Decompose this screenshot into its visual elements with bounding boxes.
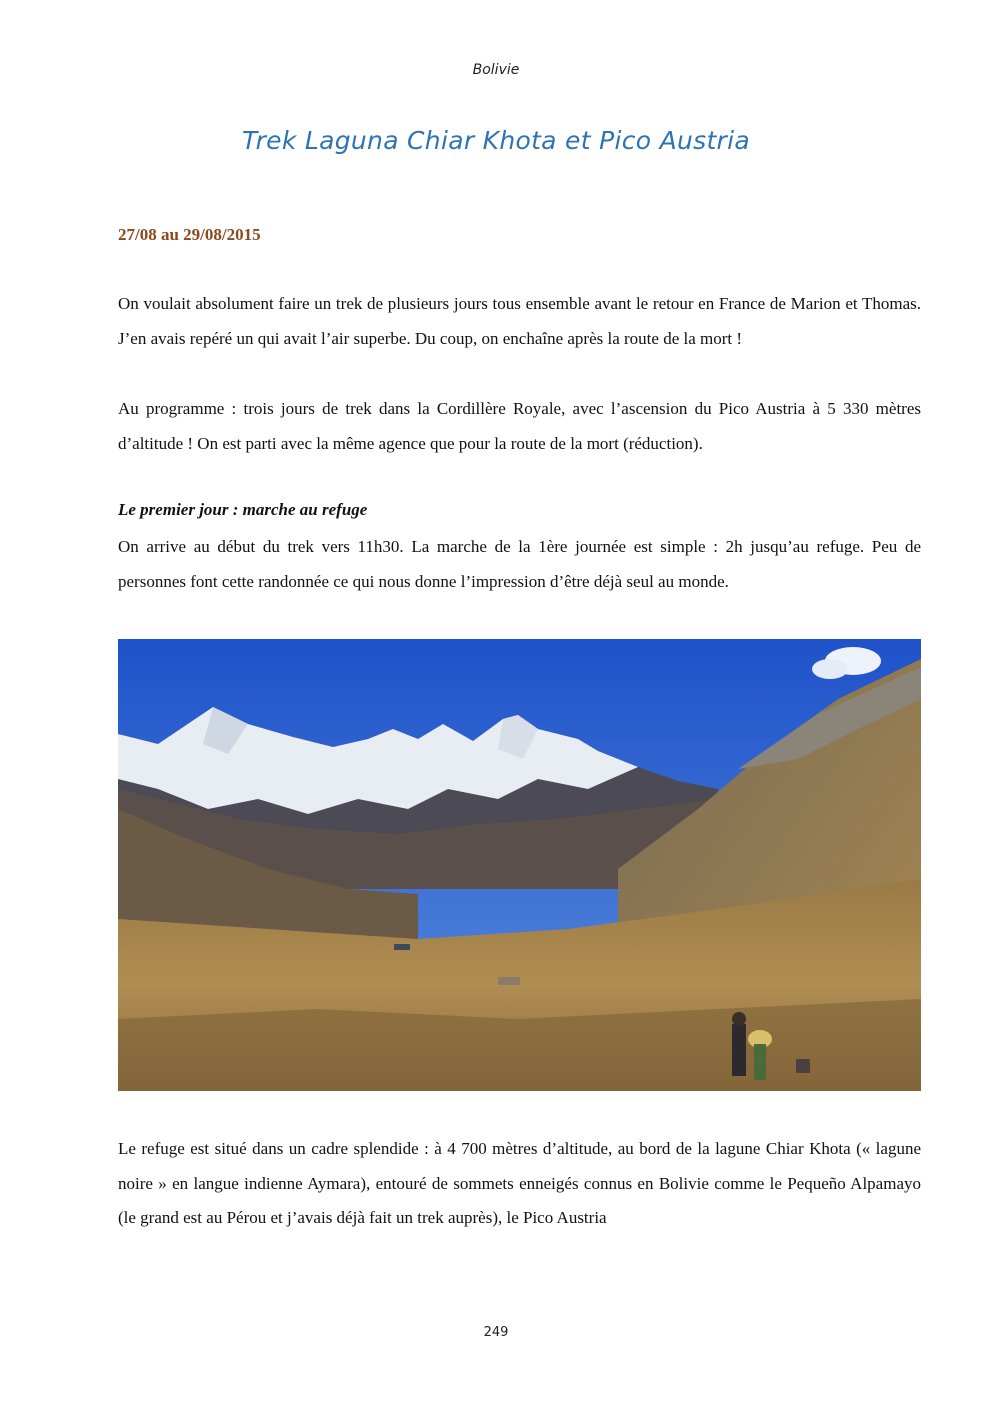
intro-paragraph-1: On voulait absolument faire un trek de plusieurs jours tous ensemble avant le retour en France de Marion et Thomas. J’en avais repéré un qui avait l’air superbe. Du coup, on enchaîne après la route de la mort ! — [118, 294, 921, 348]
page-number: 249 — [483, 1325, 509, 1340]
section-1-paragraph: On arrive au début du trek vers 11h30. La marche de la 1ère journée est simple : 2h jusqu’au refuge. Peu de personnes font cette randonnée ce qui nous donne l’impression d’être déjà seul au monde. — [118, 537, 921, 591]
article-title: Trek Laguna Chiar Khota et Pico Austria — [241, 126, 751, 155]
intro-paragraph-2: Au programme : trois jours de trek dans la Cordillère Royale, avec l’ascension du Pico Austria à 5 330 mètres d’altitude ! On est parti avec la même agence que pour la route de la mort (réduction). — [118, 399, 921, 453]
article-date: 27/08 au 29/08/2015 — [118, 225, 261, 244]
section-heading-day-1: Le premier jour : marche au refuge — [118, 500, 368, 519]
running-header: Bolivie — [472, 62, 520, 78]
landscape-photo — [118, 639, 921, 1091]
section-1-paragraph-2: Le refuge est situé dans un cadre splendide : à 4 700 mètres d’altitude, au bord de la lagune Chiar Khota (« lagune noire » en langue indienne Aymara), entouré de sommets enneigés connus en Bolivie comme le Pequeño Alpamayo (le grand est au Pérou et j’avais déjà fait un trek auprès), le Pico Austria — [118, 1139, 921, 1227]
